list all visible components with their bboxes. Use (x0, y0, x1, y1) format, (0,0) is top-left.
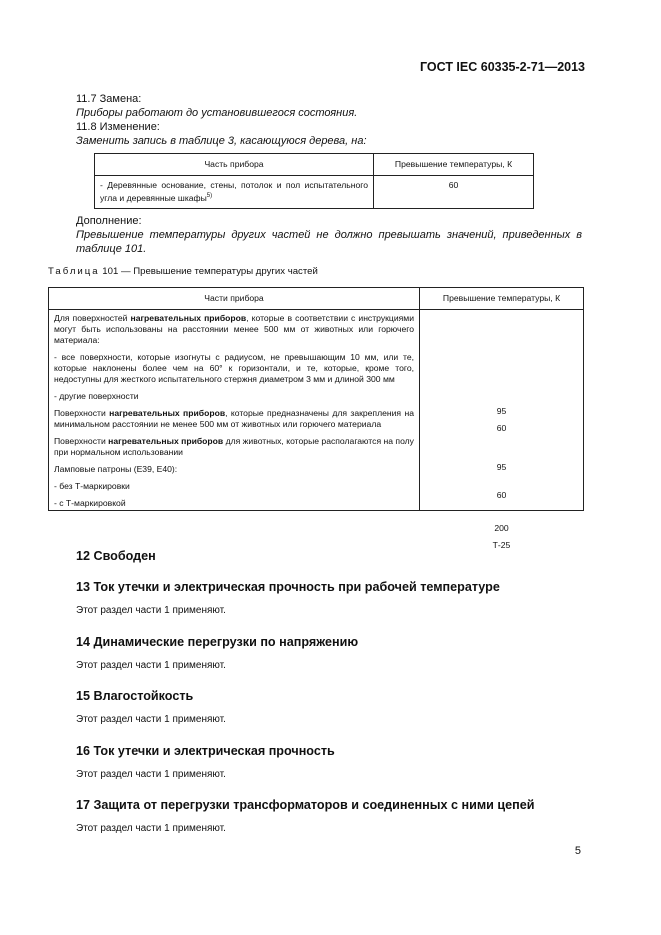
section-12-title: 12 Свободен (76, 549, 156, 563)
table2-value-7: 200 (494, 523, 509, 533)
table2-value-5: 60 (496, 490, 507, 500)
table1-row-value: 60 (374, 176, 534, 209)
section-14-title: 14 Динамические перегрузки по напряжению (76, 635, 359, 649)
table2-value-4: 95 (496, 462, 507, 472)
table-101-caption: Таблица 101 — Превышение температуры других частей (48, 266, 318, 277)
section-14-text: Этот раздел части 1 применяют. (76, 660, 226, 671)
clause-11-7: 11.7 Замена: (76, 93, 142, 105)
page-number: 5 (574, 845, 581, 857)
table2-value-8: Т-25 (492, 540, 511, 550)
table2-row-6: Ламповые патроны (Е39, Е40): (54, 464, 178, 474)
table2-row-7: - без Т-маркировки (54, 481, 130, 491)
table2-col2-header: Превышение температуры, К (420, 288, 584, 310)
table-101 (48, 287, 584, 550)
section-15-title: 15 Влагостойкость (76, 689, 194, 703)
table2-col1-header: Части прибора (49, 288, 420, 310)
table1-row-label: - Деревянные основание, стены, потолок и пол испытательного угла и деревянные шкафы$^{5)}$ (95, 176, 374, 209)
table1-col2-header: Превышение температуры, К (374, 154, 534, 176)
section-17-text: Этот раздел части 1 применяют. (76, 823, 226, 834)
section-16-text: Этот раздел части 1 применяют. (76, 769, 226, 780)
table2-row-1: Для поверхностей нагревательных приборов, которые в соответствии с инструкциями могут быть использованы на расстоянии менее 500 мм от животных или горючего материала: (54, 313, 414, 345)
section-13-title: 13 Ток утечки и электрическая прочность при рабочей температуре (76, 580, 500, 594)
addition-label: Дополнение: (76, 215, 142, 227)
section-13-text: Этот раздел части 1 применяют. (76, 605, 226, 616)
table2-value-3: 60 (496, 423, 507, 433)
clause-11-8-text: Заменить запись в таблице 3, касающуюся дерева, на: (76, 135, 367, 147)
table2-row-2: - все поверхности, которые изогнуты с радиусом, не превышающим 10 мм, или те, которые наклонены более чем на 60° к горизонтали, и те, которые, кроме того, недоступны для жесткого испытательного стержня диаметром 3 мм и длиной 300 мм (54, 352, 414, 384)
table2-row-3: - другие поверхности (54, 391, 139, 401)
table1-col1-header: Часть прибора (95, 154, 374, 176)
table2-values (420, 310, 584, 550)
addition-text: Превышение температуры других частей не должно превышать значений, приведенных в таблице 101. (76, 229, 582, 255)
table2-row-5: Поверхности нагревательных приборов для животных, которые располагаются на полу при нормальном использовании (54, 436, 414, 457)
clause-11-7-text: Приборы работают до установившегося состояния. (76, 107, 358, 119)
table-3-excerpt (94, 153, 534, 209)
table2-rows-labels (49, 310, 420, 511)
section-15-text: Этот раздел части 1 применяют. (76, 714, 226, 725)
table2-row-8: - с Т-маркировкой (54, 498, 126, 508)
table2-row-4: Поверхности нагревательных приборов, которые предназначены для закрепления на минимальном расстоянии не менее 500 мм от животных или горючего материала (54, 408, 414, 429)
table2-value-2: 95 (496, 406, 507, 416)
document-header: ГОСТ IEC 60335-2-71—2013 (419, 60, 585, 74)
section-17-title: 17 Защита от перегрузки трансформаторов и соединенных с ними цепей (76, 798, 535, 812)
section-16-title: 16 Ток утечки и электрическая прочность (76, 744, 335, 758)
clause-11-8: 11.8 Изменение: (76, 121, 160, 133)
